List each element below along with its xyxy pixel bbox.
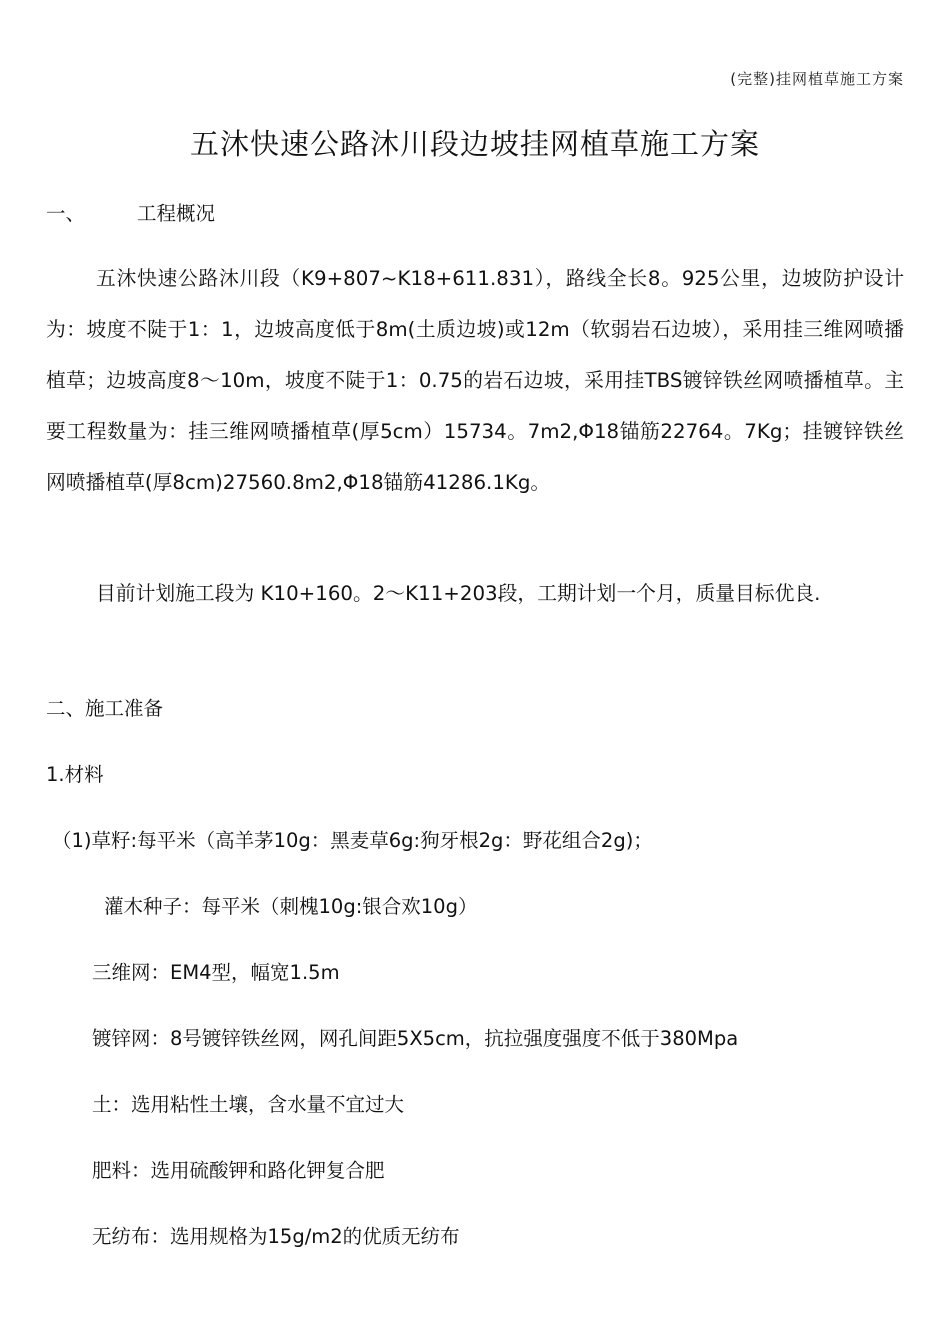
- header-note: (完整)挂网植草施工方案: [730, 70, 904, 88]
- material-item-grass-seed: （1)草籽:每平米（高羊茅10g：黑麦草6g:狗牙根2g：野花组合2g)；: [52, 829, 653, 852]
- materials-heading: 1.材料: [46, 763, 104, 786]
- material-item-nonwoven: 无纺布：选用规格为15g/m2的优质无纺布: [92, 1225, 460, 1248]
- overview-paragraph: 五沐快速公路沐川段（K9+807~K18+611.831），路线全长8。925公里，边坡防护设计为：坡度不陡于1：1，边坡高度低于8m(土质边坡)或12m（软弱岩石边坡），采用挂三维网喷播植草；边坡高度8～10m，坡度不陡于1：0.75的岩石边坡，采用挂TBS镀锌铁丝网喷播植草。主要工程数量为：挂三维网喷播植草(厚5cm）15734。7m2,Φ18锚筋22764。7Kg；挂镀锌铁丝网喷播植草(厚8cm)27560.8m2,Φ18锚筋41286.1Kg。: [46, 267, 904, 494]
- material-item-fertilizer: 肥料：选用硫酸钾和路化钾复合肥: [92, 1159, 385, 1182]
- page-title: 五沐快速公路沐川段边坡挂网植草施工方案: [189, 127, 760, 161]
- section-two-heading: 二、施工准备: [46, 697, 164, 720]
- material-item-soil: 土：选用粘性土壤，含水量不宜过大: [92, 1093, 405, 1116]
- section-one-heading: [46, 197, 904, 230]
- section-one-title: 工程概况: [137, 202, 216, 225]
- section-one-number: 一、: [46, 202, 86, 225]
- material-item-galvanized-net: 镀锌网：8号镀锌铁丝网，网孔间距5X5cm，抗拉强度强度不低于380Mpa: [92, 1027, 739, 1050]
- material-item-shrub-seed: 灌木种子：每平米（刺槐10g:银合欢10g）: [104, 895, 478, 918]
- schedule-paragraph: 目前计划施工段为 K10+160。2～K11+203段，工期计划一个月，质量目标优良.: [96, 582, 821, 605]
- material-item-3d-net: 三维网：EM4型，幅宽1.5m: [92, 961, 340, 984]
